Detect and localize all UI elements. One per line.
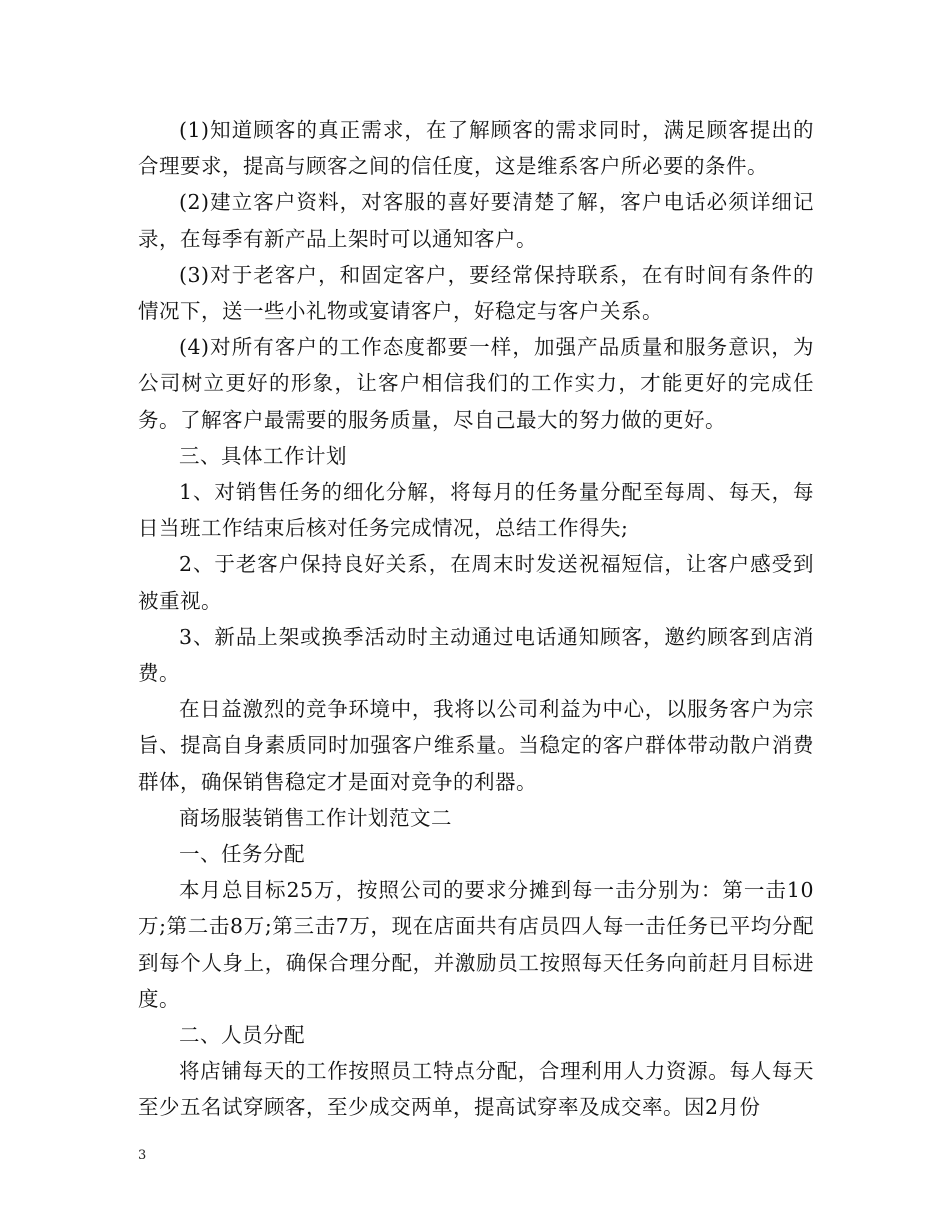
paragraph-4: (4)对所有客户的工作态度都要一样，加强产品质量和服务意识，为公司树立更好的形象，让客户相信我们的工作实力，才能更好的完成任务。了解客户最需要的服务质量，尽自己最大的努力做的更好。: [138, 335, 814, 432]
paragraph-3: (3)对于老客户，和固定客户，要经常保持联系，在有时间有条件的情况下，送一些小礼物或宴请客户，好稳定与客户关系。: [138, 262, 814, 324]
paragraph-plan-2: 2、于老客户保持良好关系，在周末时发送祝福短信，让客户感受到被重视。: [138, 552, 814, 613]
paragraph-plan-3: 3、新品上架或换季活动时主动通过电话通知顾客，邀约顾客到店消费。: [138, 624, 814, 686]
paragraph-task: 本月总目标25万，按照公司的要求分摊到每一击分别为：第一击10万;第二击8万;第三击7万，现在店面共有店员四人每一击任务已平均分配到每个人身上，确保合理分配，并激励员工按照每天任务向前赶月目标进度。: [138, 878, 814, 1011]
section-heading-plan: 三、具体工作计划: [179, 443, 347, 468]
paragraph-2: (2)建立客户资料，对客服的喜好要清楚了解，客户电话必须详细记录，在每季有新产品上架时可以通知客户。: [138, 190, 814, 251]
page-number: 3: [138, 1148, 147, 1163]
section-heading-staff: 二、人员分配: [179, 1023, 305, 1048]
document-subtitle: 商场服装销售工作计划范文二: [179, 805, 452, 830]
paragraph-plan-1: 1、对销售任务的细化分解，将每月的任务量分配至每周、每天，每日当班工作结束后核对任务完成情况，总结工作得失;: [138, 480, 814, 541]
paragraph-staff: 将店铺每天的工作按照员工特点分配，合理利用人力资源。每人每天至少五名试穿顾客，至少成交两单，提高试穿率及成交率。因2月份: [138, 1059, 814, 1120]
paragraph-1: (1)知道顾客的真正需求，在了解顾客的需求同时，满足顾客提出的合理要求，提高与顾客之间的信任度，这是维系客户所必要的条件。: [138, 118, 814, 179]
document-body: [138, 112, 814, 1126]
section-heading-task: 一、任务分配: [179, 842, 305, 867]
paragraph-conclusion: 在日益激烈的竞争环境中，我将以公司利益为中心，以服务客户为宗旨、提高自身素质同时加强客户维系量。当稳定的客户群体带动散户消费群体，确保销售稳定才是面对竞争的利器。: [138, 697, 814, 794]
